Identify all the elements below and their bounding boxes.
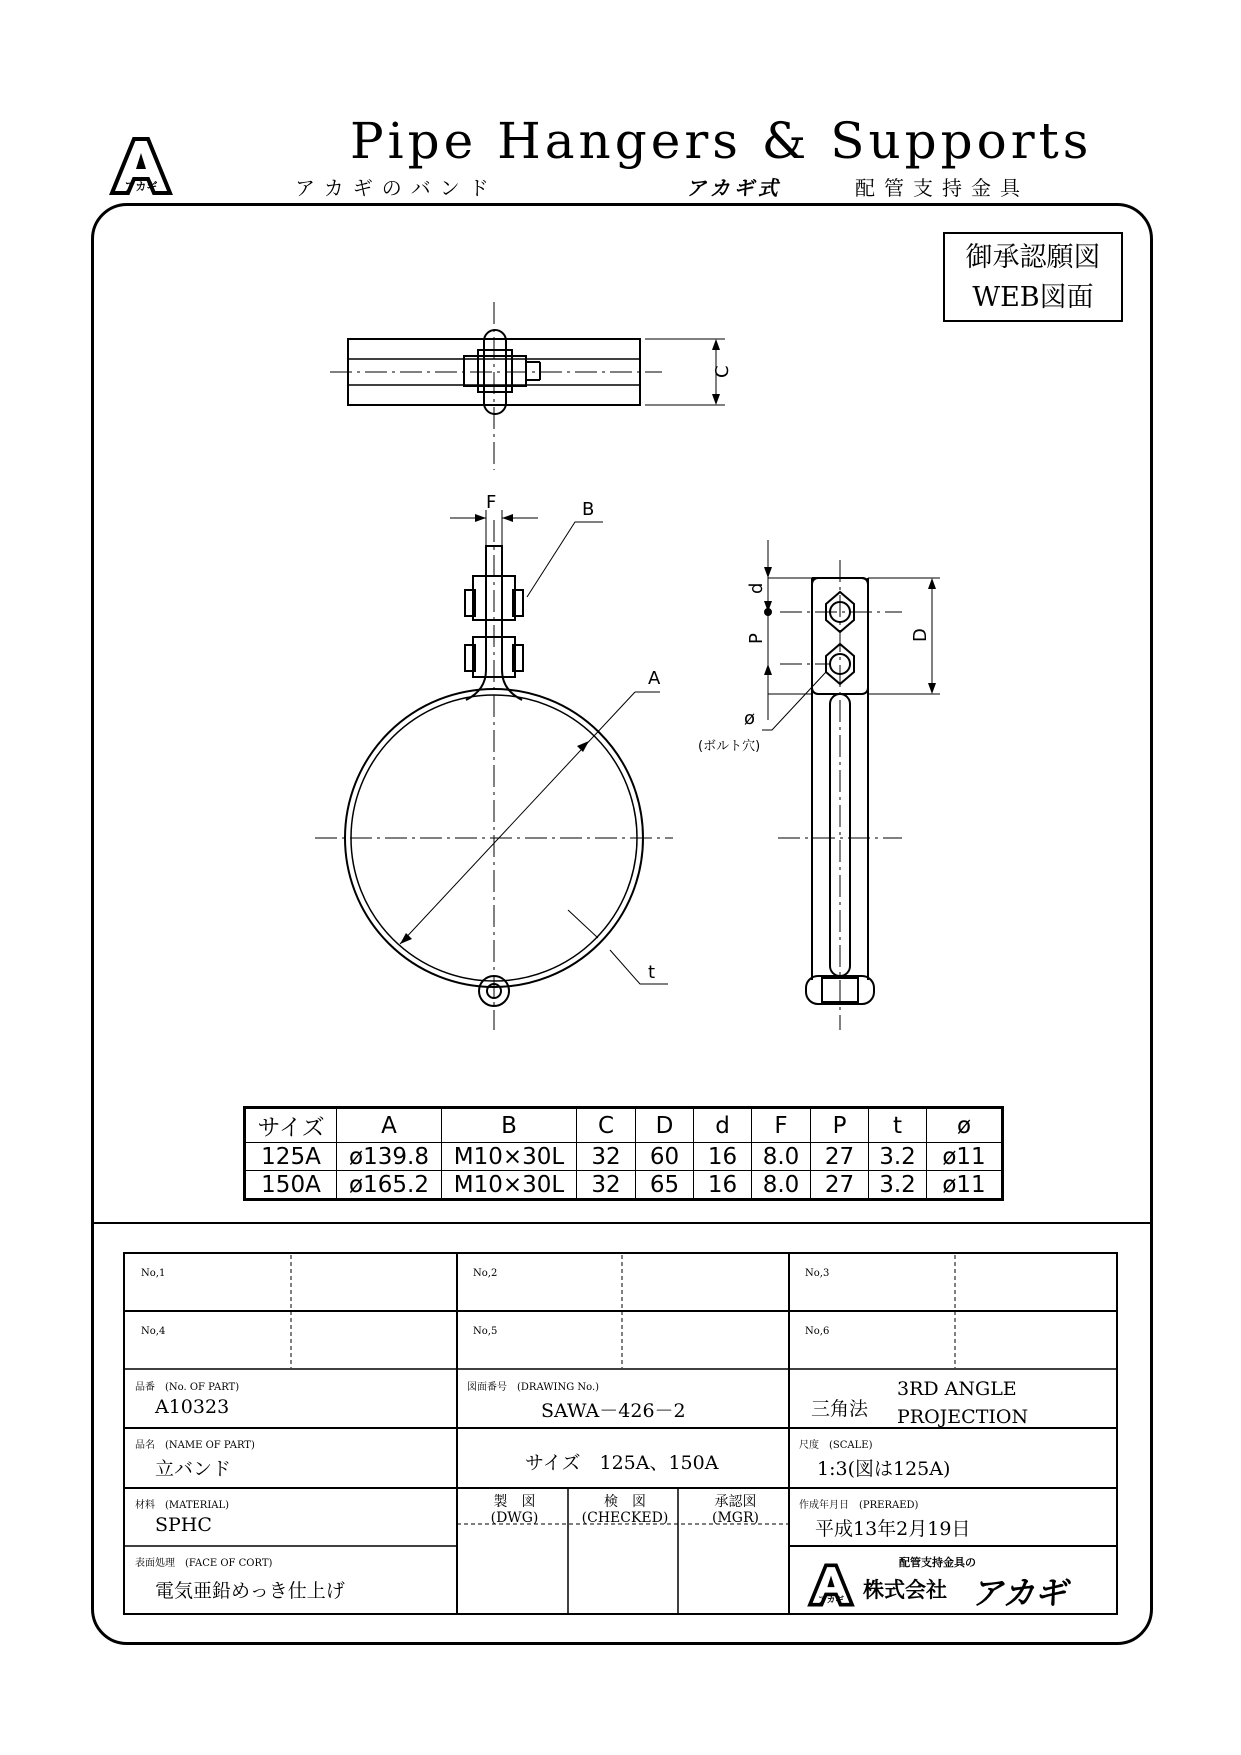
spec-row: [245, 1143, 1003, 1171]
part-name-value: 立バンド: [155, 1458, 232, 1480]
dim-a-label: A: [648, 668, 661, 689]
bolt-hole-label: (ボルト穴): [698, 739, 761, 754]
revision-no1: No,1: [141, 1268, 166, 1279]
spec-header-row: [245, 1108, 1003, 1143]
part-no-value: A10323: [155, 1396, 230, 1418]
spec-cell: M10×30L: [442, 1143, 577, 1171]
spec-row: [245, 1171, 1003, 1200]
mgr-header: [680, 1494, 791, 1526]
side-view: [762, 540, 940, 1030]
dim-c-label: C: [712, 365, 733, 378]
spec-header-cell: d: [694, 1108, 752, 1143]
projection-en2: PROJECTION: [897, 1406, 1029, 1428]
company-kk: 株式会社: [863, 1578, 947, 1602]
spec-header-cell: B: [442, 1108, 577, 1143]
checked-header: [570, 1494, 680, 1526]
dwg-en: (DWG): [490, 1510, 539, 1526]
dim-phi-label: ø: [744, 708, 756, 729]
checked-jp: 検 図: [604, 1494, 646, 1510]
dim-d-small-label: d: [746, 582, 767, 594]
projection-jp: 三角法: [811, 1398, 869, 1420]
spec-cell: 27: [811, 1143, 869, 1171]
spec-header-cell: P: [811, 1108, 869, 1143]
mgr-jp: 承認図: [714, 1494, 757, 1510]
material-value: SPHC: [155, 1514, 212, 1536]
revision-no6: No,6: [805, 1326, 830, 1337]
dwg-header: [459, 1494, 570, 1526]
company-small: 配管支持金具の: [899, 1556, 976, 1569]
scale-value: 1:3(図は125A): [817, 1458, 951, 1480]
front-view: [315, 510, 673, 1030]
spec-table: [243, 1106, 1004, 1201]
spec-cell: ø139.8: [337, 1143, 442, 1171]
finish-value: 電気亜鉛めっき仕上げ: [155, 1580, 345, 1602]
checked-en: (CHECKED): [581, 1510, 669, 1526]
dim-t-label: t: [648, 962, 656, 983]
company-logo-text: アカギ: [817, 1595, 845, 1606]
stamp-line1: 御承認願図: [965, 242, 1101, 273]
projection-en1: 3RD ANGLE: [897, 1378, 1017, 1400]
spec-cell: 150A: [245, 1171, 337, 1200]
drawing-no-label: 図面番号 (DRAWING No.): [467, 1382, 600, 1393]
spec-cell: 3.2: [869, 1171, 927, 1200]
top-view: [330, 302, 725, 470]
company-brand: アカギ: [971, 1574, 1067, 1612]
spec-cell: 3.2: [869, 1143, 927, 1171]
scale-label: 尺度 (SCALE): [799, 1440, 873, 1451]
revision-no3: No,3: [805, 1268, 830, 1279]
spec-header-cell: ø: [927, 1108, 1003, 1143]
spec-cell: ø165.2: [337, 1171, 442, 1200]
dim-p-label: P: [746, 633, 767, 644]
subtitle-brand: アカギ式: [686, 176, 782, 200]
date-label: 作成年月日 (PRERAED): [799, 1500, 919, 1511]
spec-header-cell: F: [752, 1108, 811, 1143]
spec-cell: 8.0: [752, 1171, 811, 1200]
spec-cell: 32: [577, 1171, 636, 1200]
spec-cell: 16: [694, 1171, 752, 1200]
logo-text: アカギ: [124, 180, 158, 193]
mgr-en: (MGR): [712, 1510, 759, 1526]
company-logo-a-icon: [807, 1560, 855, 1610]
spec-cell: 8.0: [752, 1143, 811, 1171]
drawing-no-value: SAWA－426－2: [541, 1400, 686, 1422]
spec-cell: M10×30L: [442, 1171, 577, 1200]
spec-cell: ø11: [927, 1171, 1003, 1200]
page-title: Pipe Hangers & Supports: [350, 112, 1093, 170]
company-block: [803, 1554, 1115, 1614]
dim-f-label: F: [486, 492, 497, 513]
subtitle-left: アカギのバンド: [295, 176, 498, 200]
subtitle-right: 配管支持金具: [855, 176, 1029, 200]
stamp-line2: WEB図面: [972, 282, 1094, 313]
spec-cell: 65: [636, 1171, 694, 1200]
size-value: サイズ 125A、150A: [525, 1452, 719, 1474]
spec-header-cell: サイズ: [245, 1108, 337, 1143]
spec-cell: ø11: [927, 1143, 1003, 1171]
revision-no4: No,4: [141, 1326, 166, 1337]
finish-label: 表面処理 (FACE OF CORT): [135, 1558, 273, 1569]
revision-no2: No,2: [473, 1268, 498, 1279]
date-value: 平成13年2月19日: [815, 1518, 971, 1540]
title-block: [123, 1252, 1118, 1615]
part-no-label: 品番 (No. OF PART): [135, 1382, 240, 1393]
dim-b-label: B: [582, 499, 595, 520]
spec-cell: 60: [636, 1143, 694, 1171]
dim-d-big-label: D: [910, 628, 931, 642]
spec-header-cell: D: [636, 1108, 694, 1143]
revision-no5: No,5: [473, 1326, 498, 1337]
spec-cell: 125A: [245, 1143, 337, 1171]
dwg-jp: 製 図: [493, 1494, 536, 1510]
part-name-label: 品名 (NAME OF PART): [135, 1440, 255, 1451]
spec-cell: 16: [694, 1143, 752, 1171]
spec-cell: 32: [577, 1143, 636, 1171]
spec-header-cell: A: [337, 1108, 442, 1143]
material-label: 材料 (MATERIAL): [135, 1500, 230, 1511]
spec-header-cell: C: [577, 1108, 636, 1143]
spec-cell: 27: [811, 1171, 869, 1200]
spec-header-cell: t: [869, 1108, 927, 1143]
